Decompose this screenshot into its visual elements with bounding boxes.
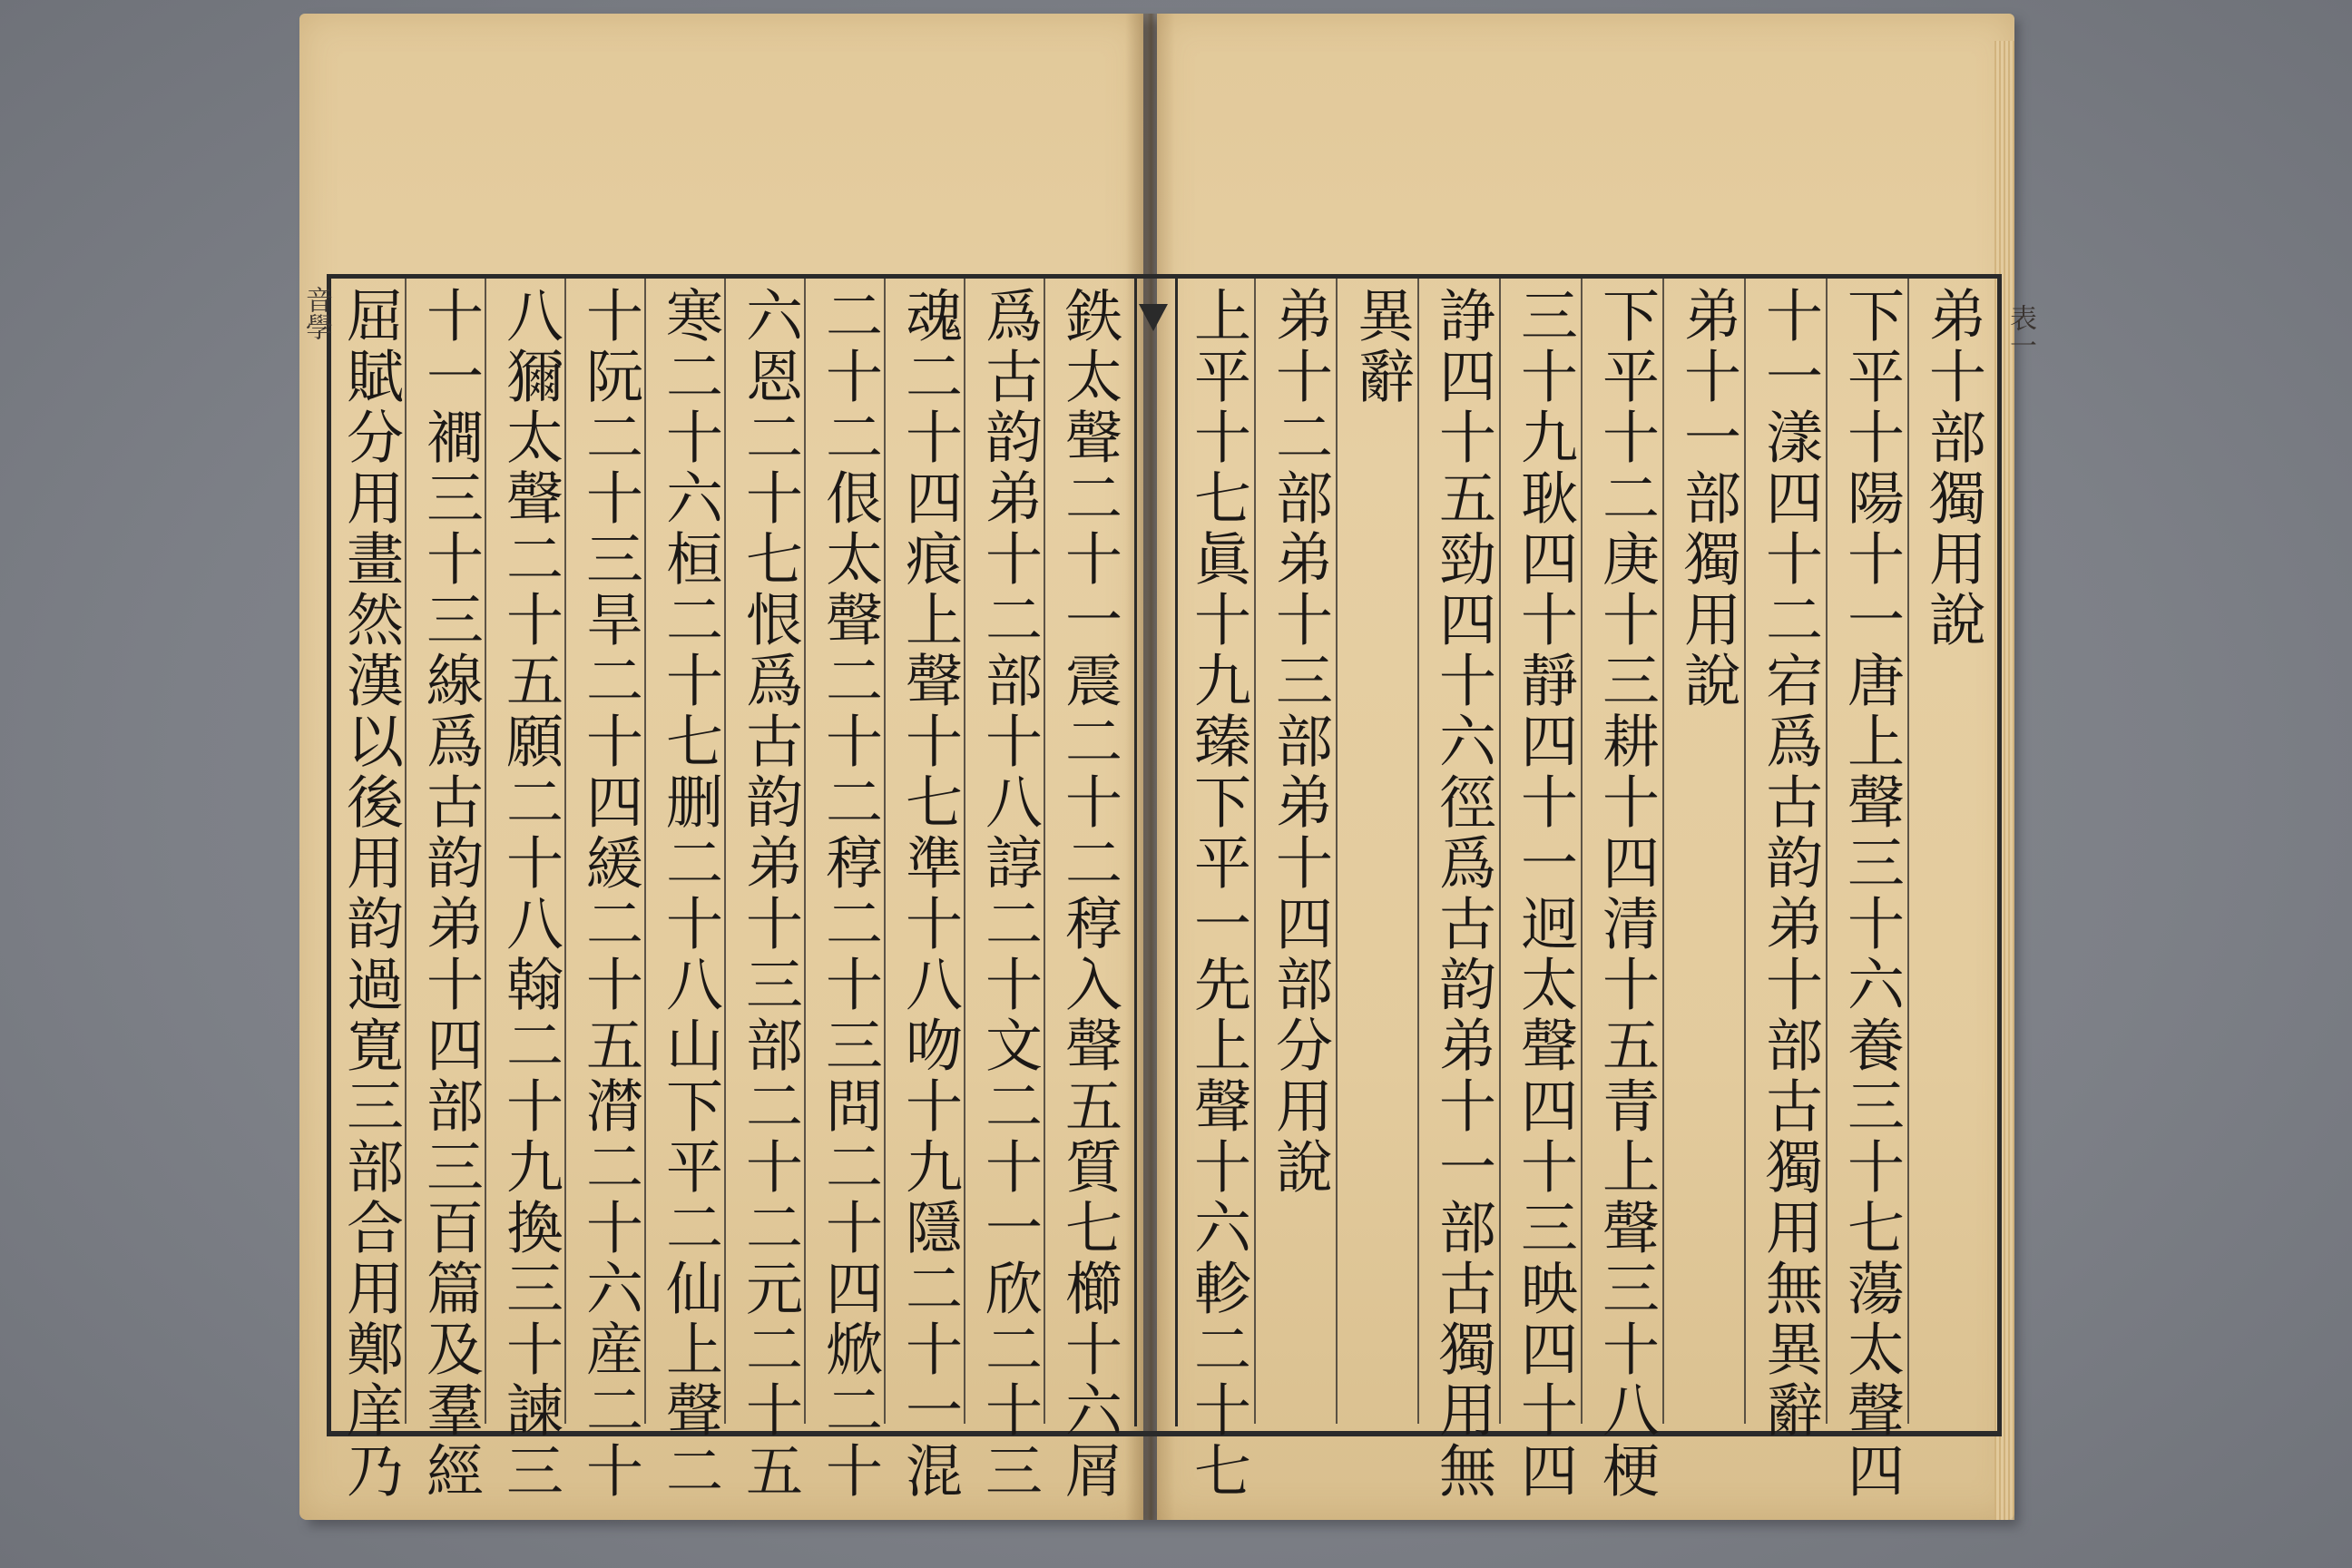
left-column-2: 爲古韵弟十二部十八諄二十文二十一欣二十三	[976, 286, 1043, 1502]
left-margin-label: 音學	[300, 286, 332, 340]
column-rule	[1662, 279, 1664, 1424]
left-column-5: 六恩二十七恨爲古韵弟十三部二十二元二十五	[737, 286, 803, 1502]
left-column-9: 十一襇三十三線爲古韵弟十四部三百篇及羣經	[417, 286, 484, 1502]
right-column-5: 下平十二庚十三耕十四清十五青上聲三十八梗	[1593, 286, 1660, 1502]
column-rule	[1744, 279, 1746, 1424]
right-column-8: 異辭	[1348, 286, 1415, 407]
column-rule	[564, 279, 566, 1424]
left-column-8: 八獮太聲二十五願二十八翰二十九換三十諫三	[497, 286, 564, 1502]
column-rule	[1826, 279, 1828, 1424]
right-column-4: 弟十一部獨用說	[1675, 286, 1741, 711]
column-rule	[1336, 279, 1338, 1424]
right-column-6: 三十九耿四十靜四十一迥太聲四十三映四十四	[1512, 286, 1578, 1502]
right-column-1: 弟十部獨用說	[1920, 286, 1986, 651]
column-rule	[804, 279, 806, 1424]
column-rule	[964, 279, 965, 1424]
column-rule	[644, 279, 646, 1424]
right-column-2: 下平十陽十一唐上聲三十六養三十七蕩太聲四	[1838, 286, 1905, 1502]
column-rule	[884, 279, 886, 1424]
left-column-3: 魂二十四痕上聲十七準十八吻十九隱二十一混	[897, 286, 963, 1502]
column-rule	[485, 279, 486, 1424]
left-column-6: 寒二十六桓二十七删二十八山下平二仙上聲二	[657, 286, 723, 1502]
column-rule	[1499, 279, 1501, 1424]
column-rule	[1044, 279, 1045, 1424]
left-column-1: 鉄太聲二十一震二十二稕入聲五質七櫛十六屑	[1056, 286, 1122, 1502]
column-rule	[1581, 279, 1583, 1424]
right-column-3: 十一漾四十二宕爲古韵弟十部古獨用無異辭	[1757, 286, 1823, 1441]
column-rule	[724, 279, 726, 1424]
right-column-7: 諍四十五勁四十六徑爲古韵弟十一部古獨用無	[1430, 286, 1496, 1502]
column-rule	[1254, 279, 1256, 1424]
column-rule	[1907, 279, 1909, 1424]
column-rule	[405, 279, 407, 1424]
column-rule	[1417, 279, 1419, 1424]
left-column-10: 屈賦分用畫然漢以後用韵過寛三部合用鄭庠乃	[338, 286, 404, 1502]
right-column-9: 弟十二部弟十三部弟十四部分用說	[1267, 286, 1333, 1198]
open-book	[299, 14, 2036, 1524]
right-margin-label: 表一	[2004, 304, 2036, 358]
center-fold-column	[1134, 274, 1178, 1426]
right-column-10: 上平十七眞十九臻下平一先上聲十六軫二十七	[1185, 286, 1251, 1502]
left-column-4: 二十二佷太聲二十二稕二十三問二十四焮二十	[817, 286, 883, 1502]
left-column-7: 十阮二十三旱二十四緩二十五潸二十六産二十	[577, 286, 643, 1502]
